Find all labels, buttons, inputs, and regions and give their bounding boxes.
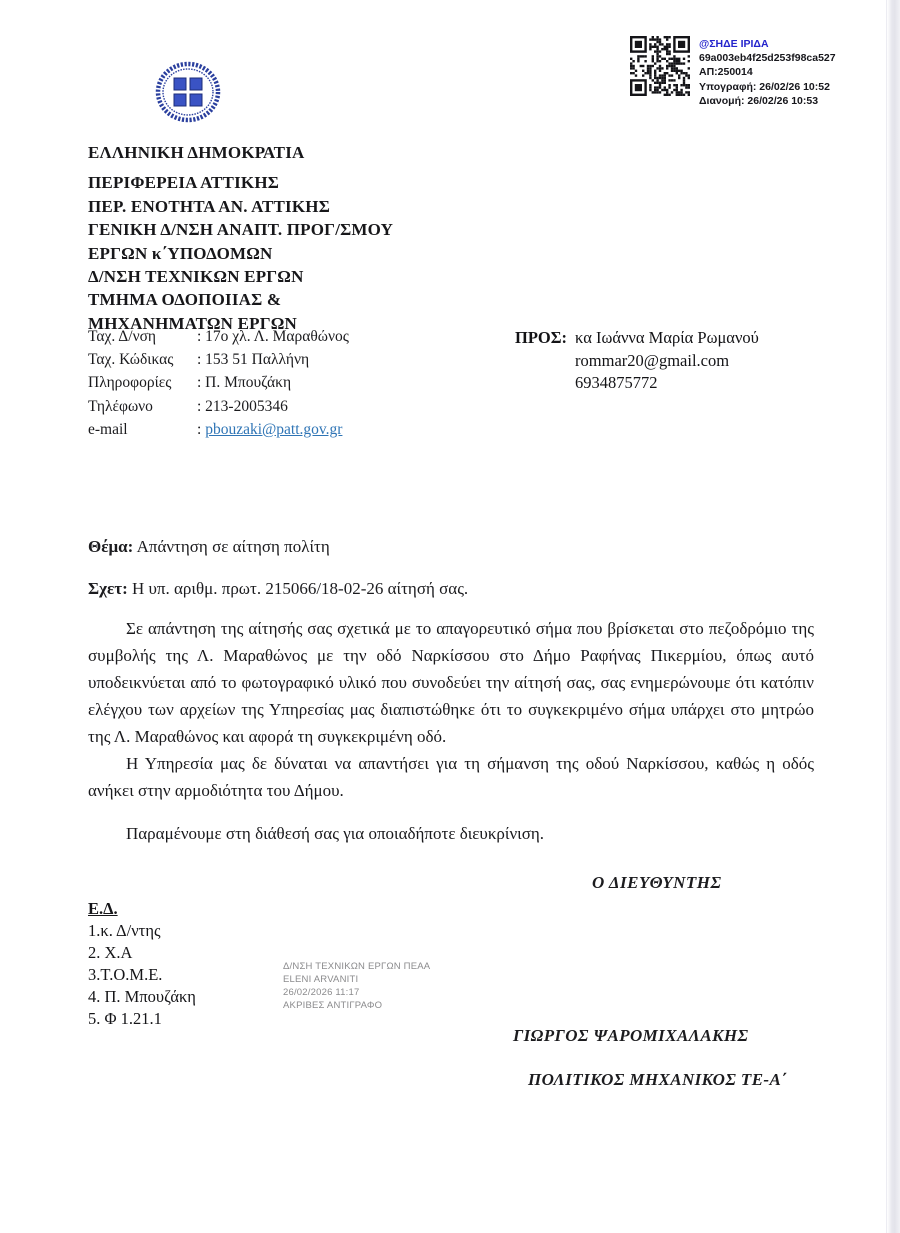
contact-row — [88, 325, 349, 348]
reference-label: Σχετ: — [88, 579, 128, 598]
irida-signature-block — [630, 36, 836, 108]
contact-value: : Π. Μπουζάκη — [197, 374, 292, 392]
certified-copy-stamp — [283, 960, 430, 1012]
letterhead-line: ΕΛΛΗΝΙΚΗ ΔΗΜΟΚΡΑΤΙΑ — [88, 143, 305, 162]
recipient-label: ΠΡΟΣ: — [515, 328, 568, 347]
subject-label: Θέμα: — [88, 537, 134, 556]
contact-row — [88, 348, 349, 371]
irida-system-label: @ΣΗΔΕ ΙΡΙΔΑ — [699, 38, 769, 50]
internal-distribution-head: Ε.Δ. — [88, 899, 118, 918]
signatory-title: ΠΟΛΙΤΙΚΟΣ ΜΗΧΑΝΙΚΟΣ ΤΕ-Α΄ — [528, 1070, 788, 1089]
letterhead — [88, 141, 393, 335]
signatory-name: ΓΙΩΡΓΟΣ ΨΑΡΟΜΙΧΑΛΑΚΗΣ — [513, 1026, 749, 1045]
distribution-item: 5. Φ 1.21.1 — [88, 1009, 162, 1028]
letterhead-line: ΠΕΡ. ΕΝΟΤΗΤΑ ΑΝ. ΑΤΤΙΚΗΣ — [88, 196, 331, 216]
stamp-officer-name: ELENI ARVANITI — [283, 974, 359, 985]
irida-hash: 69a003eb4f25d253f98ca527 — [699, 52, 836, 65]
contact-row — [88, 395, 349, 418]
letter-body — [88, 615, 814, 847]
distribution-item: 4. Π. Μπουζάκη — [88, 987, 196, 1006]
body-paragraph-2: Η Υπηρεσία μας δε δύναται να απαντήσει για τη σήμανση της οδού Ναρκίσσου, καθώς η οδός ανήκει στην αρμοδιότητα του Δήμου. — [88, 754, 814, 800]
internal-distribution-list — [88, 898, 196, 1030]
recipient-details — [575, 327, 759, 395]
recipient-email: rommar20@gmail.com — [575, 350, 730, 370]
letterhead-line: ΜΗΧΑΝΗΜΑΤΩΝ ΕΡΓΩΝ — [88, 313, 297, 333]
body-paragraph-1: Σε απάντηση της αίτησής σας σχετικά με το απαγορευτικό σήμα που βρίσκεται στο πεζοδρόμιο της συμβολής της Λ. Μαραθώνος με την οδό Ναρκίσσου στο Δήμο Ραφήνας Πικερμίου, όπως αυτό υποδεικνύεται από το φωτογραφικό υλικό που συνοδεύει την αίτησή σας, σας ενημερώνουμε ότι κατόπιν ελέγχου των αρχείων της Υπηρεσίας μας διαπιστώθηκε ότι το συγκεκριμένο σήμα υπάρχει στο μητρώο της Λ. Μαραθώνος και αφορά τη συγκεκριμένη οδό. — [88, 619, 814, 746]
subject-line — [88, 537, 330, 557]
distribution-item: 1.κ. Δ/ντης — [88, 921, 161, 940]
signatory-role: Ο ΔΙΕΥΘΥΝΤΗΣ — [592, 873, 722, 892]
recipient-name: κα Ιωάννα Μαρία Ρωμανού — [575, 328, 759, 347]
irida-signature-timestamp: Υπογραφή: 26/02/26 10:52 — [699, 80, 830, 93]
greek-emblem-icon — [152, 60, 224, 124]
stamp-certification: ΑΚΡΙΒΕΣ ΑΝΤΙΓΡΑΦΟ — [283, 1000, 383, 1011]
reference-text: Η υπ. αριθμ. πρωτ. 215066/18-02-26 αίτησή σας. — [131, 579, 469, 598]
letterhead-line: Δ/ΝΣΗ ΤΕΧΝΙΚΩΝ ΕΡΓΩΝ — [88, 267, 304, 287]
contact-email-value — [197, 418, 342, 441]
letterhead-line: ΠΕΡΙΦΕΡΕΙΑ ΑΤΤΙΚΗΣ — [88, 173, 280, 193]
reference-line — [88, 579, 468, 599]
contact-value: : 213-2005346 — [197, 397, 288, 415]
body-paragraph-3: Παραμένουμε στη διάθεσή σας για οποιαδήποτε διευκρίνιση. — [126, 824, 545, 843]
contact-label: Ταχ. Κώδικας — [88, 351, 174, 369]
contact-label: Τηλέφωνο — [88, 397, 153, 415]
contact-row-email — [88, 418, 349, 441]
contact-value: : 17ο χλ. Λ. Μαραθώνος — [197, 328, 349, 345]
contact-label: Ταχ. Δ/νση — [88, 328, 157, 345]
contact-row — [88, 371, 349, 394]
subject-text: Απάντηση σε αίτηση πολίτη — [136, 537, 330, 556]
stamp-datetime: 26/02/2026 11:17 — [283, 987, 360, 998]
sender-email-link[interactable]: pbouzaki@patt.gov.gr — [205, 420, 343, 438]
letterhead-line: ΤΜΗΜΑ ΟΔΟΠΟΙΙΑΣ & — [88, 290, 282, 310]
irida-text — [699, 36, 836, 108]
letterhead-line: ΕΡΓΩΝ κ΄ΥΠΟΔΟΜΩΝ — [88, 243, 273, 263]
contact-details — [88, 325, 349, 441]
contact-value: : 153 51 Παλλήνη — [197, 351, 310, 369]
letterhead-line: ΓΕΝΙΚΗ Δ/ΝΣΗ ΑΝΑΠΤ. ΠΡΟΓ/ΣΜΟΥ — [88, 220, 394, 240]
distribution-item: 3.Τ.Ο.Μ.Ε. — [88, 965, 163, 984]
scan-edge-shadow — [886, 0, 900, 1233]
irida-distribution-timestamp: Διανομή: 26/02/26 10:53 — [699, 94, 819, 107]
contact-label: Πληροφορίες — [88, 374, 172, 392]
stamp-department: Δ/ΝΣΗ ΤΕΧΝΙΚΩΝ ΕΡΓΩΝ ΠΕΑΑ — [283, 961, 431, 972]
contact-label: e-mail — [88, 420, 128, 438]
qr-code-icon — [630, 36, 690, 96]
email-colon: : — [197, 420, 206, 438]
recipient-block — [515, 327, 759, 395]
recipient-phone: 6934875772 — [575, 373, 658, 392]
distribution-item: 2. Χ.Α — [88, 943, 133, 962]
irida-protocol-number: ΑΠ:250014 — [699, 66, 753, 79]
